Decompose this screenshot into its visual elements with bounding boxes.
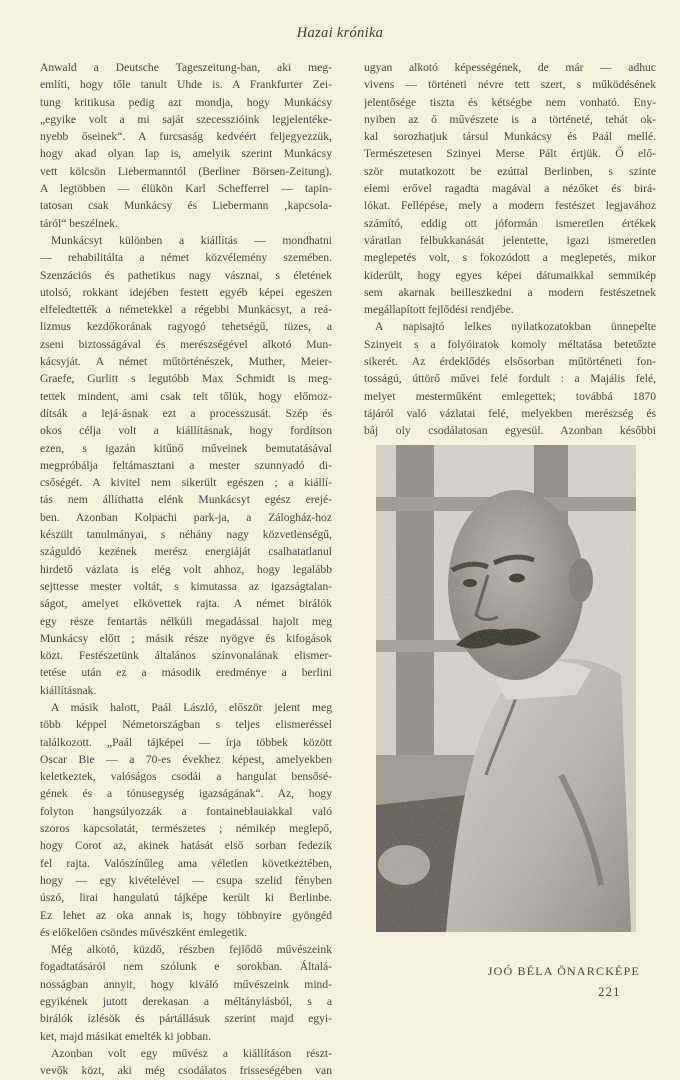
figure-caption: JOÓ BÉLA ÖNARCKÉPE <box>487 964 640 978</box>
text-line: említi, hogy tőle tanult Uhde is. A Frankfurter Zei- <box>40 78 332 92</box>
text-line: elfeledtették a németekkel a régebbi Munkácsyt, a reá- <box>40 303 332 317</box>
page-number: 221 <box>598 984 621 999</box>
text-line: Még alkotó, küzdő, részben fejlődő művészeink <box>51 943 332 957</box>
text-line: úszó, lirai hangulatú tájképe került ki Berlinbe. <box>40 891 332 905</box>
text-line: Munkácsy előtt ; másik része nyögve és kifogások <box>40 631 332 645</box>
text-line: váratlan felbukkanását jelentette, igazi ismeretlen <box>364 233 656 247</box>
running-head: Hazai krónika <box>296 25 384 41</box>
text-line: egy része fentartás nélküli megadással hajolt meg <box>40 614 332 628</box>
text-line: szoros kapcsolatát, természetes ; némikép meglepő, <box>40 822 332 836</box>
text-line: vivens — történeti névre tett szert, s működésének <box>364 78 656 92</box>
text-line: utolsó, rokkant idejében festett egyéb képei egeszen <box>40 285 332 299</box>
text-line: Azonban volt egy művész a kiállításon részt- <box>51 1046 332 1060</box>
text-line: Természetesen Szinyei Merse Pált értjük. Ő elő- <box>364 147 656 161</box>
text-line: fel rajta. Valószínűleg ama véletlen következtében, <box>40 856 332 870</box>
text-line: közt. Festészetünk általános színvonalának elismer- <box>40 649 332 663</box>
text-line: kal sorozhatjuk társul Munkácsy és Paál mellé. <box>364 130 656 144</box>
text-line: kácsyját. A német műtörténészek, Muther, Meier- <box>40 355 332 369</box>
text-line: hogy — egy kivételével — csupa szelid fényben <box>40 873 332 887</box>
text-line: Ez lehet az oka annak is, hogy többnyire gyöngéd <box>40 908 332 922</box>
text-line: birálók ízlésök és pártállásuk szerint majd egyi- <box>40 1012 332 1026</box>
text-line: tung kritikusa pedig azt mondja, hogy Munkácsy <box>40 95 332 109</box>
text-line: tatosan csak Munkácsy és Liebermann ‚kapcsola- <box>40 199 332 213</box>
text-line: ben. Azonban Kolpachi park-ja, a Zálogház-hoz <box>40 510 332 524</box>
text-line: „egyike volt a mi saját szecesszióink legjelentéke- <box>40 112 332 126</box>
text-line: csőségét. A kivitel nem sikerült egészen ; a kiállí- <box>40 476 332 490</box>
text-line: gének és a tónusegység igazságának“. Az, hogy <box>40 787 332 801</box>
text-line: száguldó kezének merész energiáját csalhatatlanul <box>40 545 332 559</box>
text-line: készült tanulmányai, s néhány nagy közvetlenségű, <box>40 528 332 542</box>
text-line: sikerét. Az érdeklődés elsősorban műtörténeti fon- <box>364 355 656 369</box>
text-line: dítsák a lejá·ásnak ezt a processzusát. Szép és <box>40 406 332 420</box>
text-line: Munkácsyt különben a kiállítás — mondhatni <box>51 233 332 247</box>
text-line: elemi erővel ragadta magával a nézőket és birá- <box>364 182 656 196</box>
text-line: Szenzációs és pathetikus nagy vásznai, s életének <box>40 268 332 282</box>
text-line: nosságban annyit, hogy kiváló művészeink mind- <box>40 977 332 991</box>
self-portrait-figure <box>376 445 636 932</box>
text-line: jelentősége tiszta és kétségbe nem vonható. Eny- <box>364 95 656 109</box>
text-line: Anwald a Deutsche Tageszeitung-ban, aki meg- <box>40 61 332 74</box>
text-line: folyton hangsúlyozzák a fontaineblauiakkal való <box>40 804 332 818</box>
text-line: okos célja volt a kiállításnak, hogy fordítson <box>40 424 332 438</box>
text-line: vett kölcsön Liebermanntól (Berliner Börsen-Zeitung). <box>40 164 332 178</box>
text-line: ször mutatkozott be ezúttal Berlinben, s szinte <box>364 164 656 178</box>
text-line: A legtöbben — élükön Karl Schefferrel — tapin- <box>40 182 332 196</box>
text-line: zseni biztosságával és merészségével alkotó Mun- <box>40 337 332 351</box>
text-line: tájáról való vázlatai felé, melyekben merészség és <box>364 406 656 420</box>
left-text-column <box>40 59 332 1080</box>
text-line: megállapított fejlődési rendjébe. <box>364 303 514 317</box>
text-line: hogy akad olyan lap is, amelyik szerint Munkácsy <box>40 147 332 161</box>
text-line: találkozott. „Paál tájképei — írja többek között <box>40 735 332 749</box>
text-line: keletkeztek, valóságos csodái a hangulat bensősé- <box>40 770 332 784</box>
text-line: hogy Corot az, akinek hatását első sorban fedezik <box>40 839 332 853</box>
text-line: táról“ beszélnek. <box>40 216 118 230</box>
portrait-illustration <box>376 445 636 932</box>
text-line: meglepetés volt, s fokozódott a meglepetés, mikor <box>364 251 656 265</box>
text-line: vevők közt, aki még csodálatos frisseségében van <box>40 1064 332 1078</box>
text-line: Oscar Bie — a 70-es évekhez képest, amelyekben <box>40 752 332 766</box>
text-line: melyet mesterműként emlegettek; továbbá 1870 <box>364 389 656 403</box>
text-line: A másik halott, Paál László, először jelent meg <box>51 700 332 714</box>
text-line: megpróbálja feltámasztani a mester szunnyadó di- <box>40 458 332 472</box>
text-line: ugyan alkotó képességének, de már — adhuc <box>364 61 656 74</box>
text-line: Graefe, Gurlitt s legutóbb Max Schmidt is meg- <box>40 372 332 386</box>
text-line: kiderült, hogy egyes képei dátumaikkal semmikép <box>364 268 656 282</box>
text-line: kiállításnak. <box>40 683 97 697</box>
text-line: tosságú, úttörő művei felé fordult : a Majális felé, <box>364 372 656 386</box>
text-line: lókat. Fellépése, mely a modern festészet legjavához <box>364 199 656 213</box>
text-line: hirdető vázlata is elég volt ahhoz, hogy legalább <box>40 562 332 576</box>
text-line: több képpel Németországban s teljes elismeréssel <box>40 718 332 732</box>
text-line: és előkelően csöndes művészként emlegetik. <box>40 925 248 939</box>
text-line: fogadtatásáról nem szólunk e sorokban. Általá- <box>40 960 332 974</box>
text-line: nyebb őseinek“. A furcsaság kedvéért feljegyezzük, <box>40 130 332 144</box>
text-line: lizmus kezdőkorának ragyogó tehetségű, tüzes, a <box>40 320 332 334</box>
text-line: számító, eddig ott jóformán ismeretlen értékek <box>364 216 656 230</box>
text-line: báj oly csodálatosan egyesül. Azonban későbbi <box>364 424 656 438</box>
text-line: sem akarnak beilleszkedni a modern festészetnek <box>364 285 656 299</box>
text-line: — rehabilitálta a német közvélemény szemében. <box>40 251 332 265</box>
text-line: egyikének jutott derekasan a méltánylásból, s a <box>40 995 332 1009</box>
text-line: tetése után ez a második eredménye a berlini <box>40 666 332 680</box>
text-line: A napisajtó lelkes nyilatkozatokban ünnepelte <box>375 320 656 334</box>
text-line: Szinyeit s a folyóiratok komoly méltatása betetőzte <box>364 337 656 351</box>
text-line: sejttesse mester voltát, s kimutassa az igazságtalan- <box>40 579 332 593</box>
text-line: tás nem állíthatta elénk Munkácsyt egész erejé- <box>40 493 332 507</box>
text-line: ságot, amelyet elkövettek rajta. A német birálók <box>40 597 332 611</box>
text-line: ket, majd másikat emelték ki jobban. <box>40 1029 211 1043</box>
right-text-column <box>364 59 656 440</box>
text-line: ezen, s igazán kitűnő műveinek bemutatásával <box>40 441 332 455</box>
text-line: nyiben az ő művészete is a történeté, tehát ok- <box>364 112 656 126</box>
text-line: tettek mindent, ami csak telt tőlük, hogy előmoz- <box>40 389 332 403</box>
